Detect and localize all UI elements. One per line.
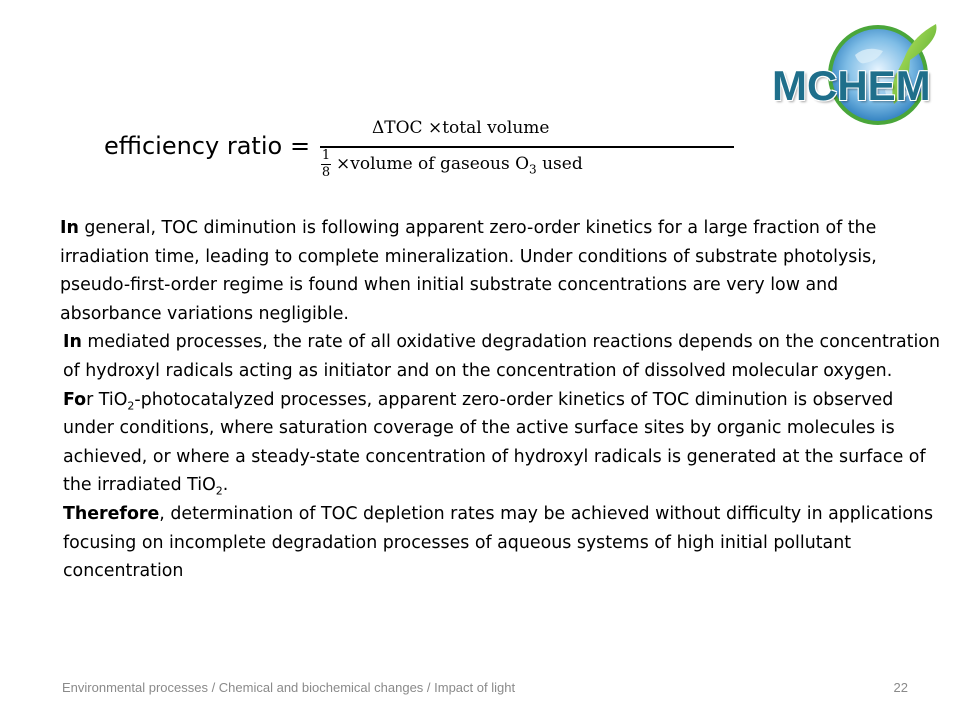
paragraph-2: In mediated processes, the rate of all oxidative degradation reactions depends on the concentration of hydroxyl radicals acting as initiator and on the concentration of dissolved molecular oxygen. — [63, 332, 940, 381]
paragraph-4: Therefore, determination of TOC depletion rates may be achieved without difficulty in applications focusing on incomplete degradation processes of aqueous systems of high initial pollutant concentration — [63, 503, 934, 582]
paragraph-1: In general, TOC diminution is following apparent zero-order kinetics for a large fraction of the irradiation time, leading to complete mineralization. Under conditions of substrate photolysis, pseudo-first-order regime is found when initial substrate concentrations are very low and absorbance variations negligible. — [60, 218, 877, 324]
formula-numerator: ΔTOC ×total volume — [372, 118, 550, 138]
formula-equals: = — [290, 132, 311, 160]
mchem-logo — [760, 20, 940, 130]
formula-label: efficiency ratio — [104, 132, 283, 160]
fraction-numerator: 1 — [321, 148, 331, 163]
fraction-line — [320, 146, 734, 148]
footer-breadcrumb: Environmental processes / Chemical and biochemical changes / Impact of light — [62, 680, 516, 695]
efficiency-ratio-formula — [104, 118, 664, 198]
paragraph-3: For TiO$_2$-photocatalyzed processes, apparent zero-order kinetics of TOC diminution is observed under conditions, where saturation coverage of the active surface sites by organic molecules is achieved, or where a steady-state concentration of hydroxyl radicals is generated at the surface of the irradiated TiO$_2$. — [63, 389, 926, 498]
fraction-denominator: 8 — [321, 165, 331, 180]
formula-denominator: ×volume of gaseous $O_3$ used — [336, 154, 583, 177]
logo-text: MCHEM — [772, 62, 931, 109]
slide-footer — [62, 680, 908, 695]
page-number: 22 — [893, 680, 908, 695]
one-eighth-fraction — [320, 148, 332, 181]
body-text — [60, 214, 940, 586]
